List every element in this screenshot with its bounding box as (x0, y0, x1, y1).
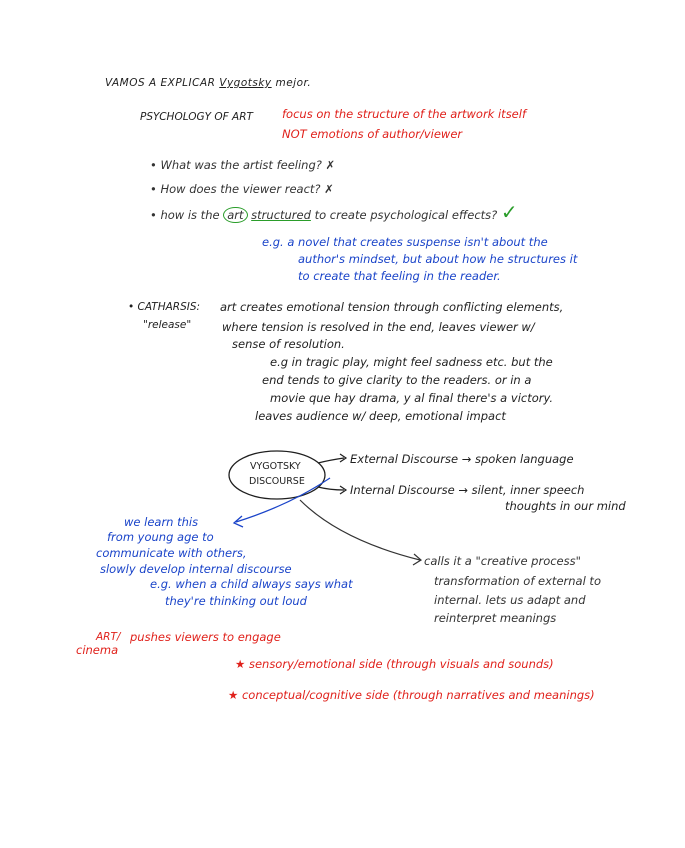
question-1: • What was the artist feeling? ✗ (150, 158, 336, 172)
focus-line-2: NOT emotions of author/viewer (282, 127, 463, 141)
cross-icon: ✗ (324, 182, 334, 196)
art-point-2: ★ conceptual/cognitive side (through narratives and meanings) (228, 688, 595, 702)
art-label: ART/ (96, 631, 121, 643)
catharsis-line-1: art creates emotional tension through conflicting elements, (220, 300, 564, 314)
example-line-2: author's mindset, but about how he structures it (298, 252, 578, 266)
cinema-label: cinema (76, 643, 119, 657)
catharsis-example-1: e.g in tragic play, might feel sadness etc. but the (270, 355, 553, 369)
catharsis-example-4: leaves audience w/ deep, emotional impact (255, 409, 506, 423)
cross-icon: ✗ (325, 158, 336, 172)
question-3-post: to create psychological effects? (314, 208, 498, 222)
internal-discourse: Internal Discourse → silent, inner speech (350, 483, 585, 497)
example-line-3: to create that feeling in the reader. (298, 269, 501, 283)
catharsis-example-2: end tends to give clarity to the readers. or in a (262, 373, 532, 387)
internal-discourse-2: thoughts in our mind (505, 499, 626, 513)
blue-note-5: e.g. when a child always says what (150, 577, 353, 591)
blue-note-2: from young age to (107, 530, 214, 544)
blue-note-3: communicate with others, (96, 546, 247, 560)
blue-note-6: they're thinking out loud (165, 594, 307, 608)
question-2: • How does the viewer react? ✗ (150, 182, 334, 196)
focus-line-1: focus on the structure of the artwork itself (282, 107, 526, 121)
underlined-word: structured (251, 208, 311, 222)
check-icon: ✓ (500, 200, 518, 224)
heading-name: Vygotsky (219, 77, 272, 89)
question-2-text: How does the viewer react? (160, 182, 321, 196)
grey-note-2: transformation of external to (434, 574, 601, 588)
grey-note-1: calls it a "creative process" (424, 554, 581, 568)
blue-note-4: slowly develop internal discourse (100, 562, 292, 576)
example-line-1: e.g. a novel that creates suspense isn't about the (262, 235, 548, 249)
psychology-label: PSYCHOLOGY OF ART (140, 111, 253, 123)
diagram-center-2: DISCOURSE (249, 476, 305, 487)
question-3: • how is the art structured to create psychological effects? ✓ (150, 200, 518, 224)
grey-note-3: internal. lets us adapt and (434, 593, 586, 607)
grey-note-4: reinterpret meanings (434, 611, 557, 625)
heading-post: mejor. (275, 77, 312, 89)
circled-word: art (223, 207, 247, 223)
question-3-pre: how is the (160, 208, 220, 222)
catharsis-line-2: where tension is resolved in the end, leaves viewer w/ (222, 320, 535, 334)
diagram-center-1: VYGOTSKY (250, 461, 301, 472)
blue-note-1: we learn this (124, 515, 199, 529)
art-text: pushes viewers to engage (130, 630, 281, 644)
catharsis-line-3: sense of resolution. (232, 337, 345, 351)
art-point-1: ★ sensory/emotional side (through visuals and sounds) (235, 657, 554, 671)
catharsis-quote: "release" (143, 319, 192, 331)
external-discourse: External Discourse → spoken language (350, 452, 574, 466)
catharsis-example-3: movie que hay drama, y al final there's a victory. (270, 391, 554, 405)
question-1-text: What was the artist feeling? (160, 158, 322, 172)
catharsis-label: • CATHARSIS: (128, 301, 201, 313)
heading-pre: VAMOS A EXPLICAR (105, 77, 216, 89)
